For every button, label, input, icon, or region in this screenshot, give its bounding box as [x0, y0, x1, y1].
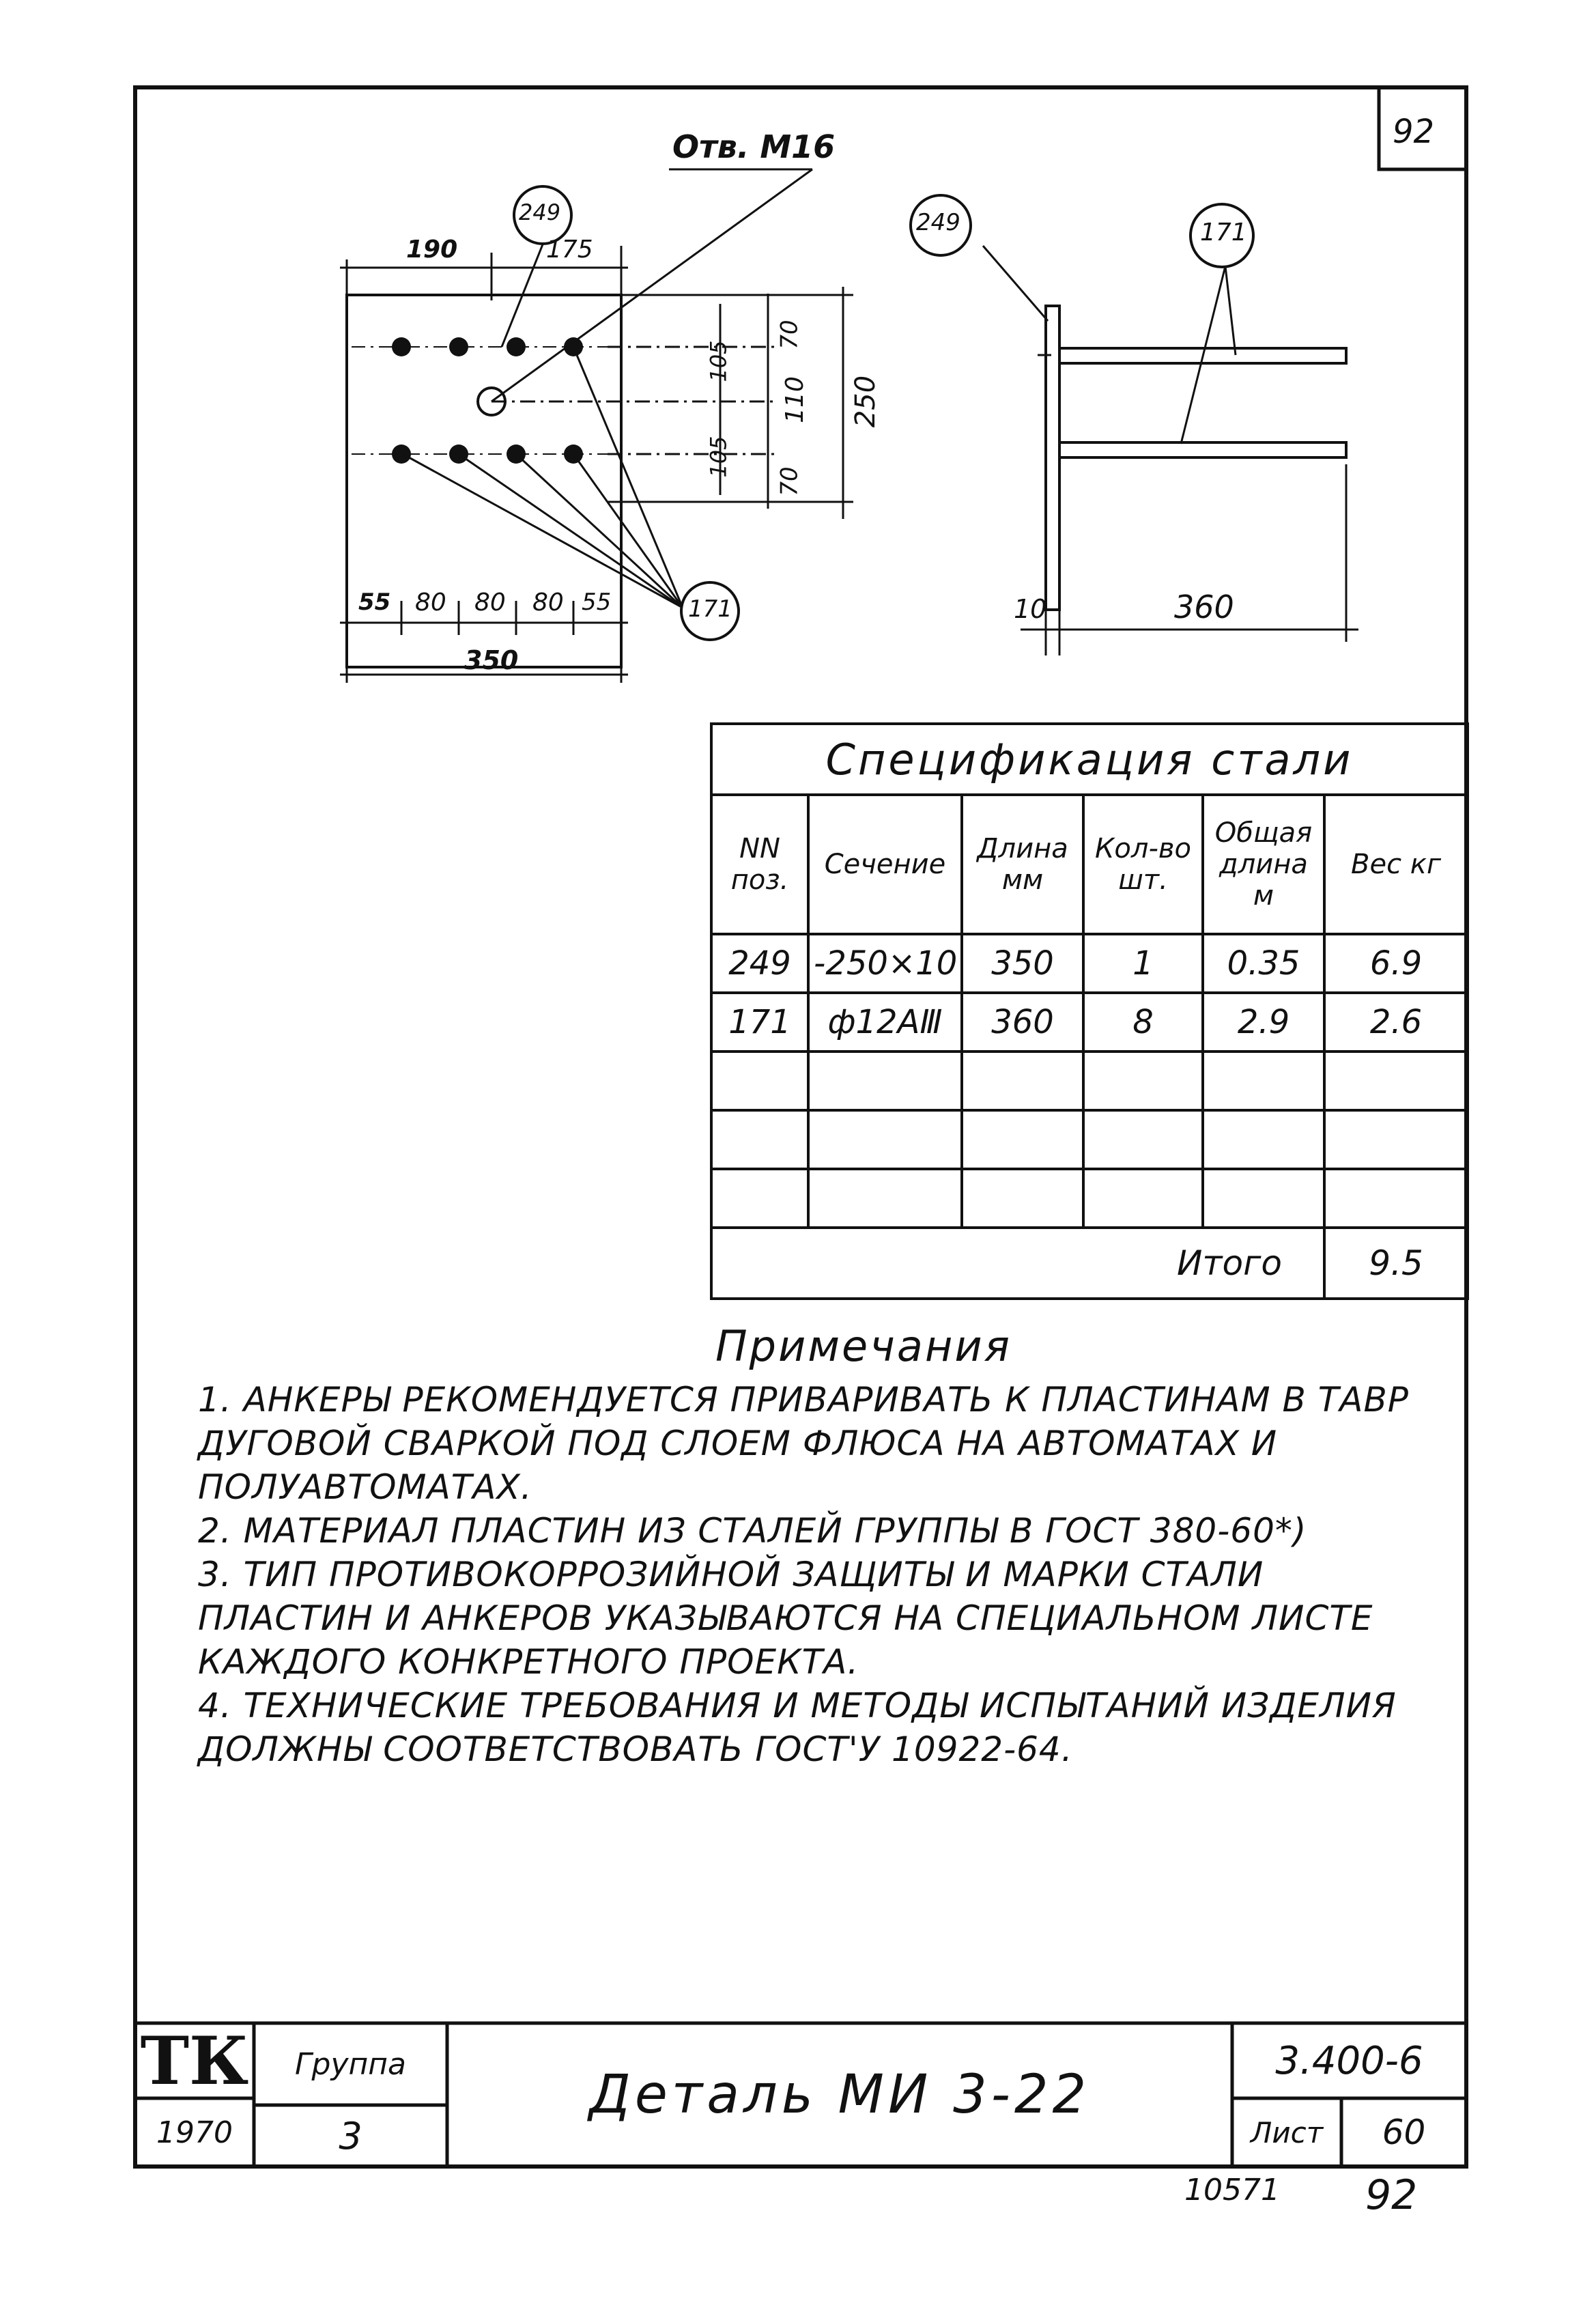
side-view: [911, 195, 1358, 655]
dim-bottom-2: 80: [415, 589, 446, 617]
cell-pos: 249: [711, 934, 808, 993]
cell-length: 350: [962, 934, 1083, 993]
side-dim-length: 360: [1174, 589, 1234, 625]
anchor-bar-bottom: [1059, 442, 1346, 457]
total-value: 9.5: [1324, 1228, 1468, 1299]
cell-section: ф12АⅢ: [808, 993, 962, 1052]
table-row-empty: [711, 1110, 1468, 1169]
group-value: 3: [339, 2114, 362, 2158]
dim-bottom-4: 80: [532, 589, 564, 617]
sheet-value: 60: [1382, 2113, 1426, 2152]
notes-title: Примечания: [715, 1321, 1012, 1371]
dim-right-outer: 250: [850, 375, 882, 428]
dim-right-inner-3: 70: [775, 466, 803, 496]
cell-weight: 2.6: [1324, 993, 1468, 1052]
spec-title: Спецификация стали: [711, 724, 1468, 795]
side-dim-thickness: 10: [1014, 594, 1047, 624]
header-length: Длина мм: [962, 795, 1083, 934]
dim-bottom-total: 350: [464, 645, 519, 675]
cell-pos: 171: [711, 993, 808, 1052]
header-qty: Кол-во шт.: [1083, 795, 1203, 934]
hole-label: Отв. M16: [672, 128, 836, 165]
logo: ТК: [140, 2022, 249, 2100]
dim-top-left: 190: [406, 236, 458, 264]
spec-table: [710, 722, 1469, 1300]
sheet-number-top: 92: [1393, 113, 1435, 151]
header-weight: Вес кг: [1324, 795, 1468, 934]
notes-section: [198, 1321, 1447, 1771]
year: 1970: [156, 2115, 233, 2150]
callout-171-side-label: 171: [1200, 218, 1247, 246]
table-row: [711, 993, 1468, 1052]
callout-249-plan-label: 249: [519, 199, 561, 225]
table-row: [711, 934, 1468, 993]
cell-qty: 1: [1083, 934, 1203, 993]
cell-qty: 8: [1083, 993, 1203, 1052]
drawing-title: Деталь МИ 3-22: [588, 2064, 1091, 2126]
cell-total-length: 2.9: [1203, 993, 1324, 1052]
dim-bottom-1: 55: [358, 589, 391, 616]
series-code: 3.400-6: [1275, 2038, 1423, 2083]
note-item: 1. АНКЕРЫ РЕКОМЕНДУЕТСЯ ПРИВАРИВАТЬ К ПЛАСТИНАМ В ТАВР ДУГОВОЙ СВАРКОЙ ПОД СЛОЕМ ФЛЮСА НА АВТОМАТАХ И ПОЛУАВТОМАТАХ.: [198, 1380, 1409, 1507]
cell-weight: 6.9: [1324, 934, 1468, 993]
dim-right-offset-2: 105: [705, 436, 732, 478]
callout-249-side-label: 249: [916, 209, 960, 236]
header-section: Сечение: [808, 795, 962, 934]
note-item: 3. ТИП ПРОТИВОКОРРОЗИЙНОЙ ЗАЩИТЫ И МАРКИ СТАЛИ ПЛАСТИН И АНКЕРОВ УКАЗЫВАЮТСЯ НА СПЕЦИАЛЬНОМ ЛИСТЕ КАЖДОГО КОНКРЕТНОГО ПРОЕКТА.: [198, 1555, 1373, 1682]
callout-171-plan-label: 171: [688, 595, 732, 623]
dim-bottom-3: 80: [474, 589, 506, 617]
dim-right-inner-1: 70: [775, 320, 803, 350]
dim-top-right: 175: [546, 236, 593, 264]
group-label: Группа: [295, 2046, 406, 2082]
table-row-empty: [711, 1052, 1468, 1110]
note-item: 2. МАТЕРИАЛ ПЛАСТИН ИЗ СТАЛЕЙ ГРУППЫ В ГОСТ 380-60*): [198, 1511, 1307, 1551]
dim-bottom-5: 55: [582, 589, 612, 616]
sheet-label: Лист: [1250, 2115, 1324, 2149]
header-pos: NN поз.: [711, 795, 808, 934]
cell-section: -250×10: [808, 934, 962, 993]
stamp-number: 10571: [1184, 2173, 1280, 2207]
table-row-empty: [711, 1169, 1468, 1228]
dim-right-inner-2: 110: [780, 376, 809, 423]
dim-right-offset-1: 105: [705, 340, 732, 382]
plate-side: [1046, 306, 1059, 610]
total-label: Итого: [711, 1228, 1324, 1299]
header-total-length: Общая длина м: [1203, 795, 1324, 934]
note-item: 4. ТЕХНИЧЕСКИЕ ТРЕБОВАНИЯ И МЕТОДЫ ИСПЫТАНИЙ ИЗДЕЛИЯ ДОЛЖНЫ СООТВЕТСТВОВАТЬ ГОСТ'У 10922-64.: [198, 1686, 1397, 1769]
cell-length: 360: [962, 993, 1083, 1052]
cell-total-length: 0.35: [1203, 934, 1324, 993]
page-number: 92: [1365, 2171, 1418, 2219]
